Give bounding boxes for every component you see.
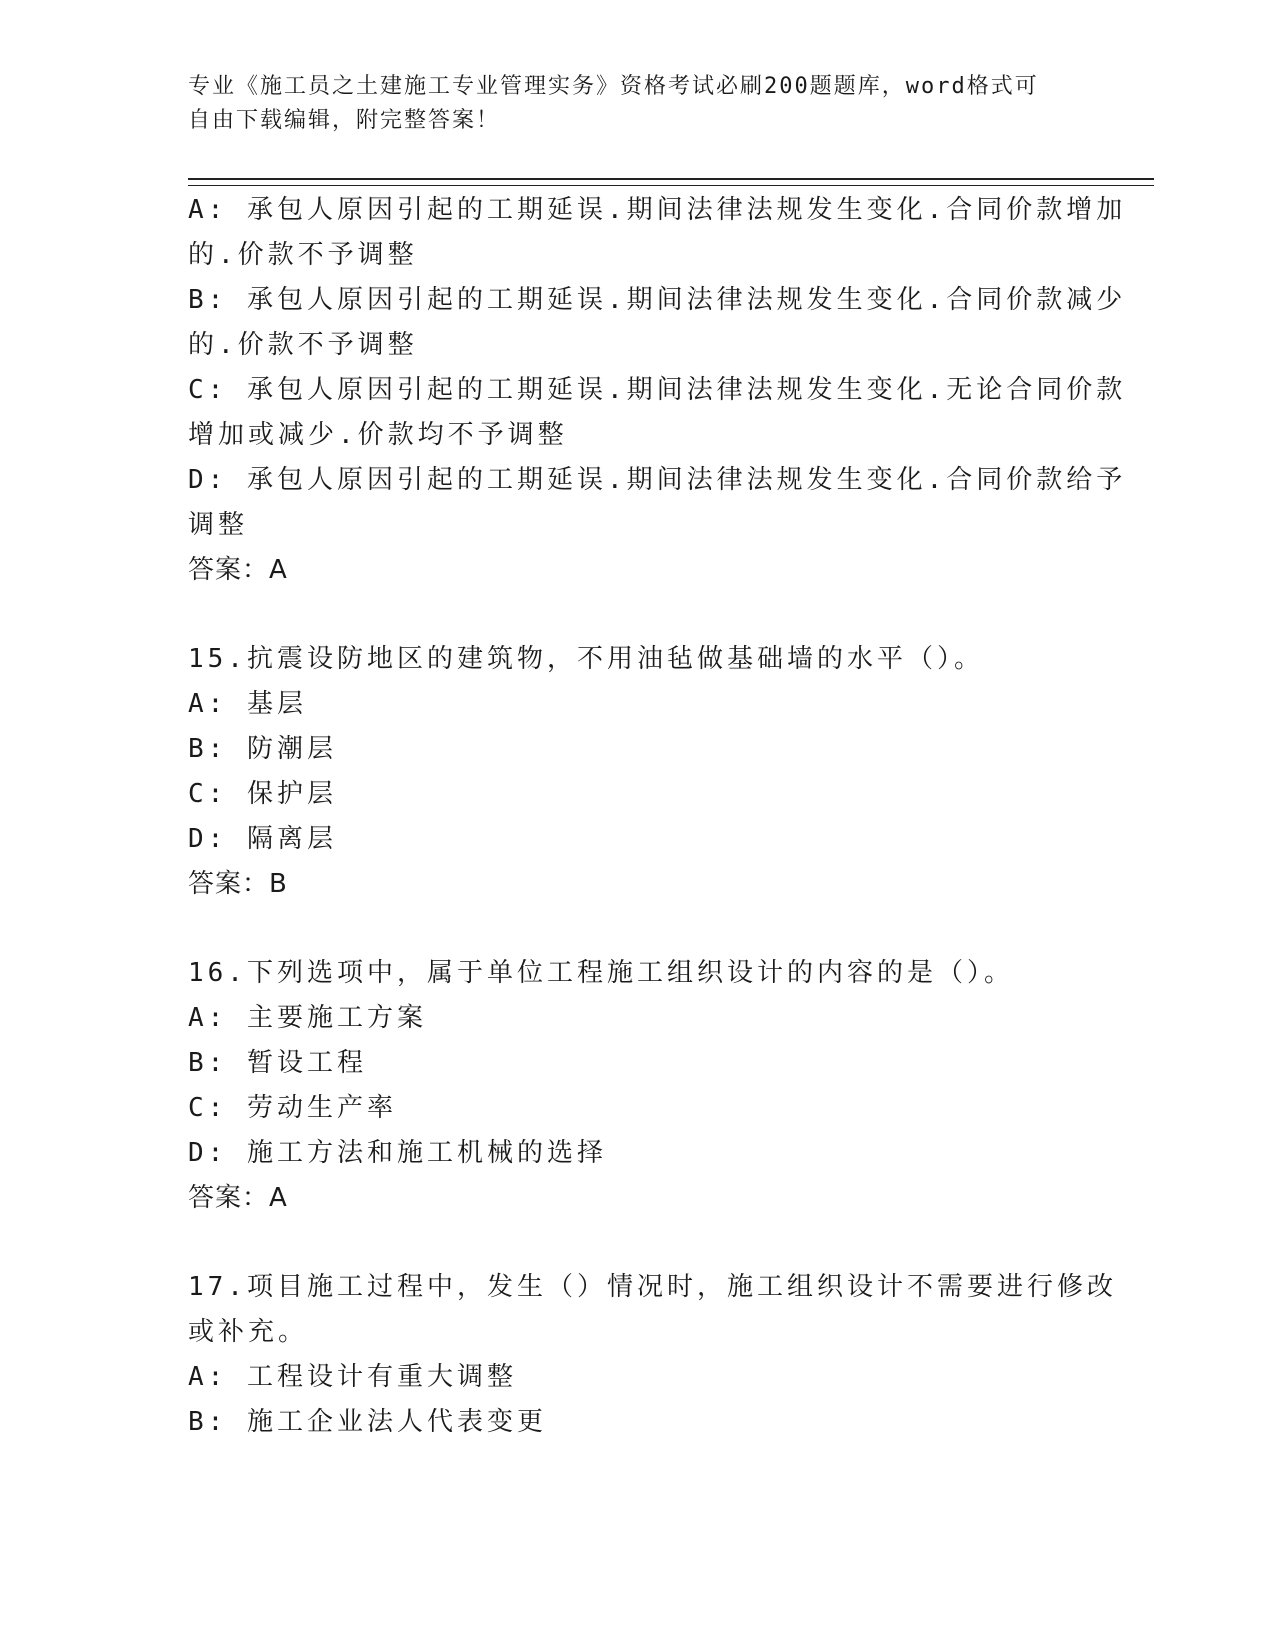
question-17 [188,1265,1117,1445]
question-spacer [188,593,1088,637]
header-title-line-1: 专业《施工员之土建施工专业管理实务》资格考试必刷200题题库，word格式可 [188,74,1039,99]
question-list [188,188,1127,1445]
option-a-line-1: A: 承包人原因引起的工期延误.期间法律法规发生变化.合同价款增加 [188,195,1127,225]
option-b: B: 防潮层 [188,734,337,764]
option-b-line-2: 的.价款不予调整 [188,330,418,360]
question-15-text: 15.抗震设防地区的建筑物，不用油毡做基础墙的水平（）。 [188,644,984,674]
option-d-line-2: 调整 [188,510,249,540]
question-15 [188,637,1088,907]
option-a: A: 主要施工方案 [188,1003,427,1033]
question-16 [188,951,1088,1221]
option-a: A: 工程设计有重大调整 [188,1362,517,1392]
question-17-text-line-2: 或补充。 [188,1317,309,1347]
answer-14: 答案：A [188,555,288,585]
option-c-line-2: 增加或减少.价款均不予调整 [188,420,568,450]
question-16-text: 16.下列选项中，属于单位工程施工组织设计的内容的是（）。 [188,958,1014,988]
answer-16: 答案：A [188,1183,288,1213]
option-b-line-1: B: 承包人原因引起的工期延误.期间法律法规发生变化.合同价款减少 [188,285,1127,315]
answer-15: 答案：B [188,869,288,899]
option-d-line-1: D: 承包人原因引起的工期延误.期间法律法规发生变化.合同价款给予 [188,465,1127,495]
question-spacer [188,1221,1088,1265]
question-17-text-line-1: 17.项目施工过程中，发生（）情况时，施工组织设计不需要进行修改 [188,1272,1117,1302]
option-a: A: 基层 [188,689,307,719]
header-divider [188,178,1154,186]
question-spacer [188,907,1088,951]
option-d: D: 隔离层 [188,824,337,854]
option-c: C: 保护层 [188,779,337,809]
header-title-line-2: 自由下载编辑，附完整答案！ [188,108,501,133]
option-d: D: 施工方法和施工机械的选择 [188,1138,607,1168]
option-b: B: 暂设工程 [188,1048,367,1078]
option-c: C: 劳动生产率 [188,1093,397,1123]
option-b: B: 施工企业法人代表变更 [188,1407,547,1437]
option-c-line-1: C: 承包人原因引起的工期延误.期间法律法规发生变化.无论合同价款 [188,375,1127,405]
question-14-options [188,188,1127,593]
option-a-line-2: 的.价款不予调整 [188,240,418,270]
document-header [188,70,1068,138]
